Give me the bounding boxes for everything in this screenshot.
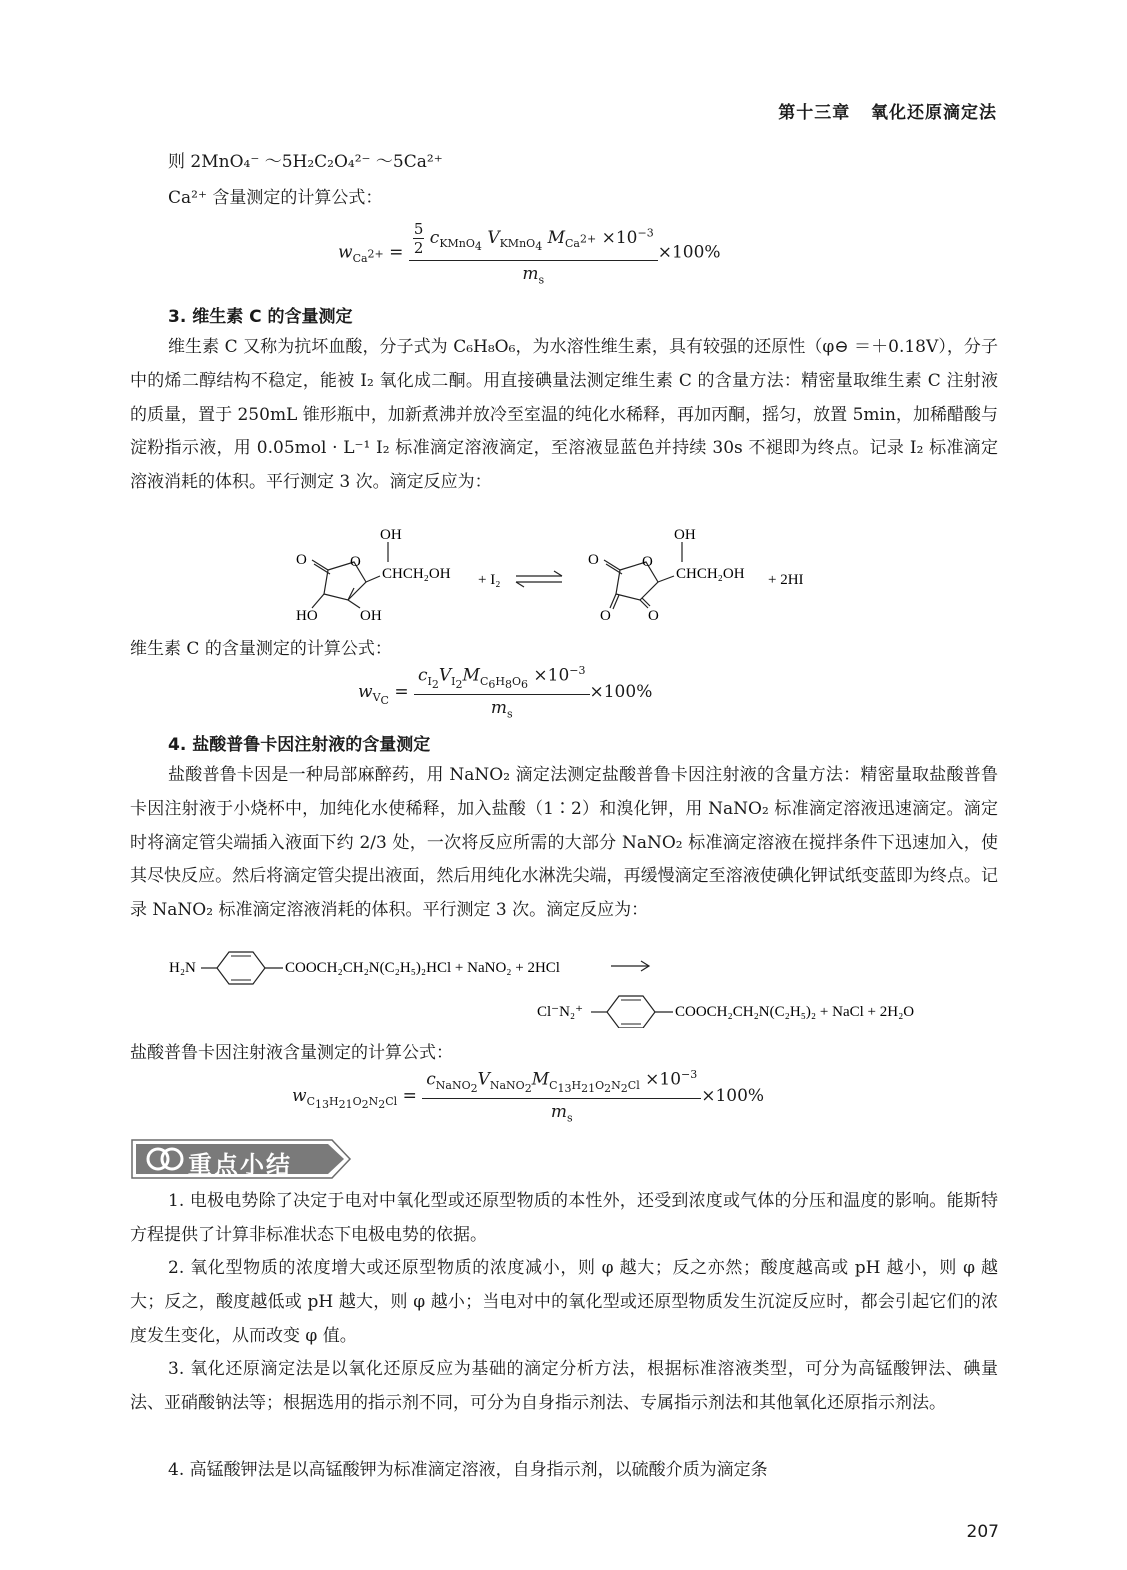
section-3-paragraph: 维生素 C 又称为抗坏血酸，分子式为 C₆H₈O₆，为水溶性维生素，具有较强的还原性（φ⊖ ＝＋0.18V），分子中的烯二醇结构不稳定，能被 I₂ 氧化成二酮。用直接碘量法测定维生素 C 的含量方法：精密量取维生素 C 注射液的质量，置于 250mL 锥形瓶中，加新煮沸并放冷至室温的纯化水稀释，再加丙酮，摇匀，放置 5min，加稀醋酸与淀粉指示液，用 0.05mol · L⁻¹ I₂ 标准滴定溶液滴定，至溶液显蓝色并持续 30s 不褪即为终点。记录 I₂ 标准滴定溶液消耗的体积。平行测定 3 次。滴定反应为： bbox=[130, 337, 998, 493]
vc-ring-oxygen-inner-label: O bbox=[350, 554, 361, 570]
diazonium-label: Cl⁻N₂⁺ bbox=[537, 1004, 584, 1020]
vc-side-chain-label: CHCH₂OH bbox=[382, 566, 451, 582]
vc-oh-top-label: OH bbox=[380, 527, 402, 543]
dhvc-ring-oxygen-label: O bbox=[588, 552, 599, 568]
vc-ho-label: HO bbox=[296, 608, 318, 624]
running-header bbox=[778, 98, 997, 123]
vc-ring-oxygen-label: O bbox=[296, 552, 307, 568]
dhvc-ring-oxygen-inner-label: O bbox=[642, 554, 653, 570]
vc-oh-label: OH bbox=[360, 608, 382, 624]
vc-plus-2hi-label: + 2HI bbox=[768, 572, 804, 588]
summary-item-1: 1. 电极电势除了决定于电对中氧化型或还原型物质的本性外，还受到浓度或气体的分压和温度的影响。能斯特方程提供了计算非标准状态下电极电势的依据。 bbox=[130, 1191, 998, 1245]
vc-formula-label: 维生素 C 的含量测定的计算公式： bbox=[130, 639, 392, 659]
summary-badge bbox=[128, 1138, 354, 1180]
procaine-amine-label: H₂N bbox=[169, 960, 196, 976]
dhvc-side-chain-label: CHCH₂OH bbox=[676, 566, 745, 582]
ca-content-formula: $w_{Ca^{2+}}$ = $\frac{5}{2}$ $c_{KMnO_4}$ $V_{KMnO_4}$ $M_{Ca^{2+}} \times 10^{-3}$ $m_s$ ×100% bbox=[338, 220, 721, 287]
summary-item-4: 4. 高锰酸钾法是以高锰酸钾为标准滴定溶液，自身指示剂，以硫酸介质为滴定条 bbox=[168, 1460, 768, 1480]
procaine-content-formula: $w_{C_{13}H_{21}O_2N_2Cl}$ = $\frac{c_{NaNO_2}V_{NaNO_2}M_{C_{13}H_{21}O_2N_2Cl} \times 10^{-3}}{m_s}$ ×100% bbox=[292, 1068, 765, 1125]
section-3-heading: 3. 维生素 C 的含量测定 bbox=[168, 307, 353, 327]
section-4-paragraph: 盐酸普鲁卡因是一种局部麻醉药，用 NaNO₂ 滴定法测定盐酸普鲁卡因注射液的含量方法：精密量取盐酸普鲁卡因注射液于小烧杯中，加纯化水使稀释，加入盐酸（1∶2）和溴化钾，用 NaNO₂ 标准滴定溶液迅速滴定。滴定时将滴定管尖端插入液面下约 2/3 处，一次将反应所需的大部分 NaNO₂ 标准滴定溶液在搅拌条件下迅速加入，使其尽快反应。然后将滴定管尖提出液面，然后用纯化水淋洗尖端，再缓慢滴定至溶液使碘化钾试纸变蓝即为终点。记录 NaNO₂ 标准滴定溶液消耗的体积。平行测定 3 次。滴定反应为： bbox=[130, 765, 998, 921]
summary-item-2: 2. 氧化型物质的浓度增大或还原型物质的浓度减小，则 φ 越大；反之亦然；酸度越高或 pH 越小，则 φ 越大；反之，酸度越低或 pH 越大，则 φ 越小；当电对中的氧化型或还原型物质发生沉淀反应时，都会引起它们的浓度发生变化，从而改变 φ 值。 bbox=[130, 1258, 998, 1346]
procaine-reaction-diagram bbox=[165, 948, 965, 1028]
vc-content-formula: $w_{V_C}$ = $\frac{c_{I_2}V_{I_2}M_{C_6H_8O_6} \times 10^{-3}}{m_s}$ ×100% bbox=[358, 664, 653, 721]
procaine-formula-label: 盐酸普鲁卡因注射液含量测定的计算公式： bbox=[130, 1043, 453, 1063]
dhvc-oh-top-label: OH bbox=[674, 527, 696, 543]
summary-item-3: 3. 氧化还原滴定法是以氧化还原反应为基础的滴定分析方法，根据标准溶液类型，可分为高锰酸钾法、碘量法、亚硝酸钠法等；根据选用的指示剂不同，可分为自身指示剂法、专属指示剂法和其他氧化还原指示剂法。 bbox=[130, 1359, 998, 1413]
section-4-heading: 4. 盐酸普鲁卡因注射液的含量测定 bbox=[168, 735, 431, 755]
ca-formula-label: Ca²⁺ 含量测定的计算公式： bbox=[168, 188, 383, 208]
page-number: 207 bbox=[966, 1522, 999, 1542]
vitamin-c-reaction-diagram bbox=[290, 520, 850, 625]
chapter-title: 氧化还原滴定法 bbox=[871, 103, 997, 123]
dhvc-o-right-label: O bbox=[648, 608, 659, 624]
procaine-product-rest: COOCH₂CH₂N(C₂H₅)₂ + NaCl + 2H₂O bbox=[675, 1004, 915, 1020]
summary-badge-label: 重点小结 bbox=[188, 1151, 292, 1179]
dhvc-o-left-label: O bbox=[600, 608, 611, 624]
procaine-reactant-rest: COOCH₂CH₂N(C₂H₅)₂HCl + NaNO₂ + 2HCl bbox=[285, 960, 560, 976]
vc-plus-i2-label: + I₂ bbox=[478, 572, 501, 588]
chapter-number: 第十三章 bbox=[778, 103, 851, 123]
ratio-line: 则 2MnO₄⁻ ～5H₂C₂O₄²⁻ ～5Ca²⁺ bbox=[168, 152, 443, 172]
